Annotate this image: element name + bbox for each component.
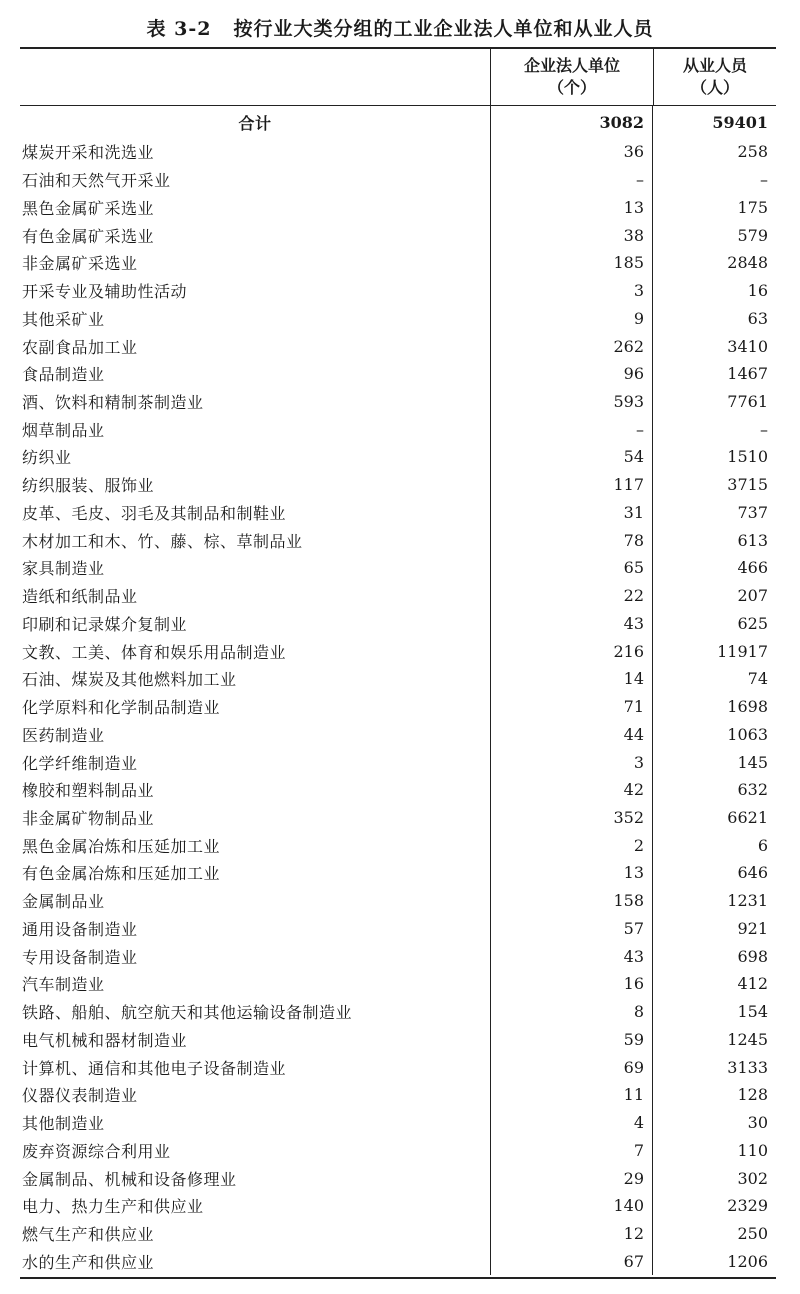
employees-value: 207 (652, 582, 776, 610)
employees-value: 698 (652, 942, 776, 970)
units-value: 38 (490, 221, 652, 249)
units-value: 16 (490, 970, 652, 998)
industry-name: 仪器仪表制造业 (22, 1086, 138, 1106)
header-industry-cell (20, 49, 490, 105)
table-row (20, 915, 776, 943)
employees-value: 3715 (652, 471, 776, 499)
employees-value: 302 (652, 1164, 776, 1192)
industry-name: 黑色金属冶炼和压延加工业 (22, 836, 221, 856)
units-value: 78 (490, 526, 652, 554)
units-value: 9 (490, 304, 652, 332)
units-value: 3 (490, 748, 652, 776)
header-employees-label: 从业人员 (682, 56, 747, 75)
industry-name: 金属制品、机械和设备修理业 (22, 1169, 237, 1189)
industry-name: 电气机械和器材制造业 (22, 1030, 188, 1050)
units-value: 8 (490, 998, 652, 1026)
table-title-text: 按行业大类分组的工业企业法人单位和从业人员 (233, 18, 654, 40)
industry-name: 印刷和记录媒介复制业 (22, 614, 188, 634)
units-value: 593 (490, 388, 652, 416)
industry-name: 石油、煤炭及其他燃料加工业 (22, 670, 237, 690)
units-value: 185 (490, 249, 652, 277)
table-row (20, 804, 776, 832)
data-table (20, 47, 776, 1279)
industry-name: 非金属矿物制品业 (22, 808, 155, 828)
employees-value: 6621 (652, 804, 776, 832)
employees-value: 2329 (652, 1192, 776, 1220)
employees-value: 175 (652, 193, 776, 221)
units-value: 13 (490, 193, 652, 221)
total-units: 3082 (490, 106, 652, 138)
header-employees-cell (653, 49, 776, 105)
employees-value: – (652, 415, 776, 443)
units-value: 352 (490, 804, 652, 832)
employees-value: 3410 (652, 332, 776, 360)
table-row (20, 831, 776, 859)
employees-value: 466 (652, 554, 776, 582)
total-row (20, 106, 776, 138)
table-number: 表 3-2 (146, 18, 212, 40)
table-row (20, 554, 776, 582)
industry-name: 水的生产和供应业 (22, 1252, 155, 1272)
industry-name: 化学纤维制造业 (22, 753, 138, 773)
employees-value: 2848 (652, 249, 776, 277)
units-value: 22 (490, 582, 652, 610)
table-row (20, 360, 776, 388)
employees-value: 1510 (652, 443, 776, 471)
units-value: 7 (490, 1136, 652, 1164)
industry-name: 其他制造业 (22, 1114, 105, 1134)
units-value: 36 (490, 138, 652, 166)
units-value: 57 (490, 915, 652, 943)
units-value: 96 (490, 360, 652, 388)
units-value: 3 (490, 277, 652, 305)
employees-value: 412 (652, 970, 776, 998)
table-row (20, 221, 776, 249)
units-value: 54 (490, 443, 652, 471)
units-value: 140 (490, 1192, 652, 1220)
employees-value: – (652, 166, 776, 194)
total-label: 合计 (238, 113, 272, 133)
employees-value: 154 (652, 998, 776, 1026)
units-value: 43 (490, 942, 652, 970)
industry-name: 黑色金属矿采选业 (22, 198, 155, 218)
table-row (20, 1247, 776, 1275)
employees-value: 625 (652, 609, 776, 637)
units-value: 43 (490, 609, 652, 637)
industry-name: 皮革、毛皮、羽毛及其制品和制鞋业 (22, 503, 287, 523)
units-value: 42 (490, 776, 652, 804)
table-header (20, 49, 776, 106)
industry-name: 通用设备制造业 (22, 919, 138, 939)
table-row (20, 166, 776, 194)
table-row (20, 637, 776, 665)
units-value: 69 (490, 1053, 652, 1081)
table-row (20, 249, 776, 277)
employees-value: 7761 (652, 388, 776, 416)
employees-value: 921 (652, 915, 776, 943)
table-row (20, 443, 776, 471)
table-row (20, 1220, 776, 1248)
table-row (20, 388, 776, 416)
industry-name: 煤炭开采和洗选业 (22, 143, 155, 163)
table-row (20, 1109, 776, 1137)
industry-name: 纺织业 (22, 448, 72, 468)
table-row (20, 776, 776, 804)
industry-name: 废弃资源综合利用业 (22, 1141, 171, 1161)
table-row (20, 1192, 776, 1220)
header-units-label: 企业法人单位 (523, 56, 620, 75)
header-employees-unit: （人） (690, 78, 739, 97)
units-value: 2 (490, 831, 652, 859)
industry-name: 专用设备制造业 (22, 947, 138, 967)
table-row (20, 1053, 776, 1081)
units-value: 14 (490, 665, 652, 693)
employees-value: 1206 (652, 1247, 776, 1275)
units-value: 29 (490, 1164, 652, 1192)
table-row (20, 138, 776, 166)
employees-value: 1063 (652, 720, 776, 748)
industry-name: 酒、饮料和精制茶制造业 (22, 392, 204, 412)
units-value: 71 (490, 693, 652, 721)
units-value: 31 (490, 499, 652, 527)
table-row (20, 859, 776, 887)
industry-name: 食品制造业 (22, 365, 105, 385)
industry-name: 造纸和纸制品业 (22, 587, 138, 607)
units-value: 216 (490, 637, 652, 665)
units-value: – (490, 415, 652, 443)
industry-name: 金属制品业 (22, 892, 105, 912)
units-value: – (490, 166, 652, 194)
table-row (20, 304, 776, 332)
table-row (20, 998, 776, 1026)
employees-value: 6 (652, 831, 776, 859)
employees-value: 737 (652, 499, 776, 527)
industry-name: 家具制造业 (22, 559, 105, 579)
industry-name: 石油和天然气开采业 (22, 171, 171, 191)
units-value: 12 (490, 1220, 652, 1248)
employees-value: 1231 (652, 887, 776, 915)
employees-value: 11917 (652, 637, 776, 665)
table-row (20, 720, 776, 748)
table-row (20, 693, 776, 721)
table-row (20, 942, 776, 970)
employees-value: 579 (652, 221, 776, 249)
table-row (20, 415, 776, 443)
employees-value: 63 (652, 304, 776, 332)
table-row (20, 193, 776, 221)
industry-name: 开采专业及辅助性活动 (22, 282, 188, 302)
units-value: 65 (490, 554, 652, 582)
table-row (20, 582, 776, 610)
table-row (20, 1081, 776, 1109)
employees-value: 3133 (652, 1053, 776, 1081)
table-row (20, 665, 776, 693)
employees-value: 16 (652, 277, 776, 305)
header-units-unit: （个） (547, 78, 596, 97)
table-row (20, 970, 776, 998)
employees-value: 646 (652, 859, 776, 887)
table-body (20, 106, 776, 1277)
industry-name: 木材加工和木、竹、藤、棕、草制品业 (22, 531, 303, 551)
employees-value: 128 (652, 1081, 776, 1109)
industry-name: 文教、工美、体育和娱乐用品制造业 (22, 642, 287, 662)
units-value: 262 (490, 332, 652, 360)
units-value: 59 (490, 1026, 652, 1054)
table-row (20, 499, 776, 527)
employees-value: 632 (652, 776, 776, 804)
units-value: 67 (490, 1247, 652, 1275)
industry-name: 计算机、通信和其他电子设备制造业 (22, 1058, 287, 1078)
header-units-cell (490, 49, 653, 105)
table-row (20, 609, 776, 637)
industry-name: 橡胶和塑料制品业 (22, 781, 155, 801)
industry-name: 其他采矿业 (22, 309, 105, 329)
table-row (20, 332, 776, 360)
table-row (20, 748, 776, 776)
industry-name: 汽车制造业 (22, 975, 105, 995)
industry-name: 有色金属冶炼和压延加工业 (22, 864, 221, 884)
table-row (20, 277, 776, 305)
units-value: 117 (490, 471, 652, 499)
table-row (20, 1026, 776, 1054)
table-row (20, 1136, 776, 1164)
employees-value: 613 (652, 526, 776, 554)
table-row (20, 526, 776, 554)
units-value: 11 (490, 1081, 652, 1109)
employees-value: 74 (652, 665, 776, 693)
employees-value: 250 (652, 1220, 776, 1248)
employees-value: 258 (652, 138, 776, 166)
industry-name: 电力、热力生产和供应业 (22, 1197, 204, 1217)
units-value: 44 (490, 720, 652, 748)
employees-value: 1467 (652, 360, 776, 388)
industry-name: 医药制造业 (22, 725, 105, 745)
table-title (0, 14, 800, 41)
table-row (20, 471, 776, 499)
industry-name: 化学原料和化学制品制造业 (22, 698, 221, 718)
table-row (20, 887, 776, 915)
units-value: 4 (490, 1109, 652, 1137)
table-row (20, 1164, 776, 1192)
industry-name: 铁路、船舶、航空航天和其他运输设备制造业 (22, 1003, 353, 1023)
industry-name: 烟草制品业 (22, 420, 105, 440)
units-value: 13 (490, 859, 652, 887)
employees-value: 30 (652, 1109, 776, 1137)
units-value: 158 (490, 887, 652, 915)
total-employees: 59401 (652, 106, 776, 138)
employees-value: 110 (652, 1136, 776, 1164)
employees-value: 145 (652, 748, 776, 776)
industry-name: 非金属矿采选业 (22, 254, 138, 274)
employees-value: 1698 (652, 693, 776, 721)
industry-name: 纺织服装、服饰业 (22, 476, 155, 496)
industry-name: 农副食品加工业 (22, 337, 138, 357)
employees-value: 1245 (652, 1026, 776, 1054)
industry-name: 有色金属矿采选业 (22, 226, 155, 246)
industry-name: 燃气生产和供应业 (22, 1225, 155, 1244)
